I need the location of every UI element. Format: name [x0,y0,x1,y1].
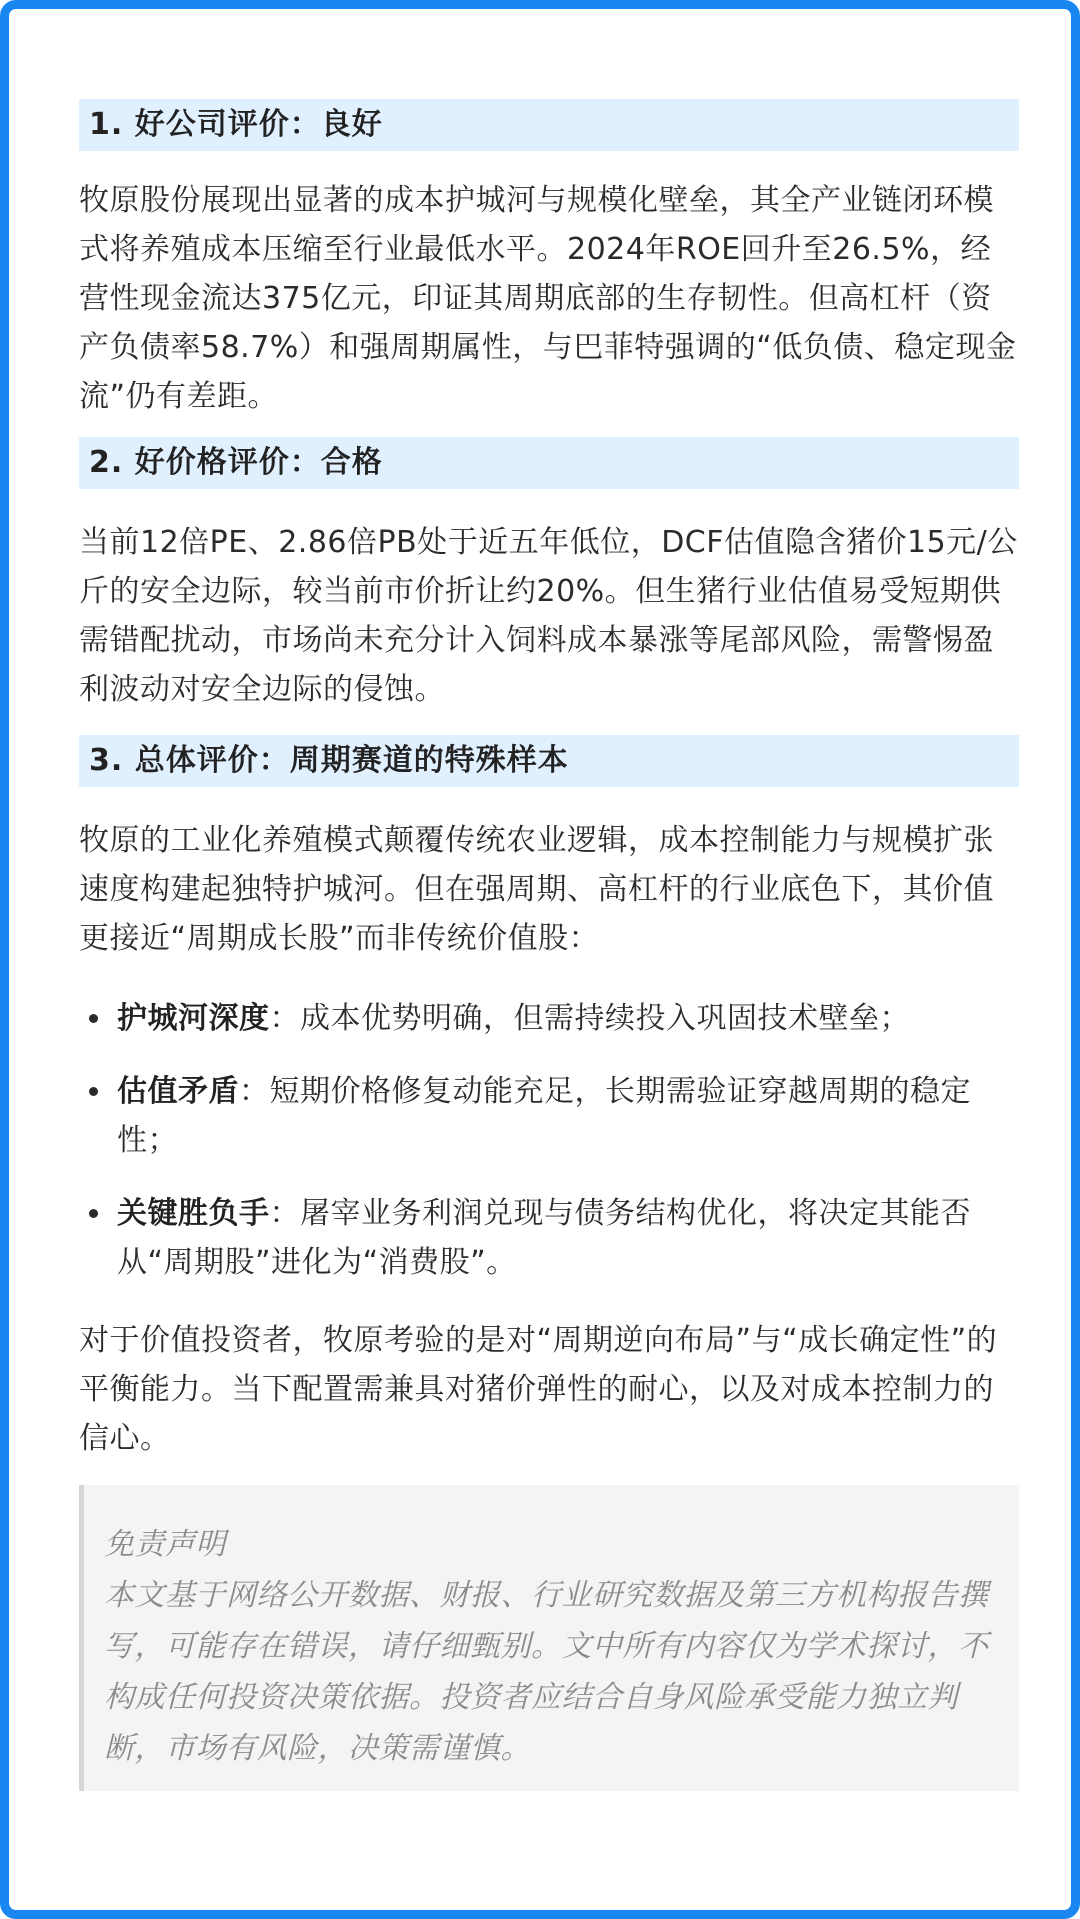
list-item [79,1067,1019,1165]
disclaimer-body: 本文基于网络公开数据、财报、行业研究数据及第三方机构报告撰写，可能存在错误，请仔细甄别。文中所有内容仅为学术探讨，不构成任何投资决策依据。投资者应结合自身风险承受能力独立判断，市场有风险，决策需谨慎。 [104,1578,989,1766]
article-content [79,99,1019,1791]
bullet-dot-icon [89,1014,98,1023]
bullet-text: ：成本优势明确，但需持续投入巩固技术壁垒； [269,1001,910,1036]
section-body-overall: 牧原的工业化养殖模式颠覆传统农业逻辑，成本控制能力与规模扩张速度构建起独特护城河。但在强周期、高杠杆的行业底色下，其价值更接近“周期成长股”而非传统价值股： [79,823,994,956]
disclaimer-block [79,1485,1019,1791]
bullet-text: ：屠宰业务利润兑现与债务结构优化，将决定其能否从“周期股”进化为“消费股”。 [117,1196,971,1280]
bullet-text: ：短期价格修复动能充足，长期需验证穿越周期的稳定性； [117,1074,971,1158]
bullet-term: 护城河深度 [117,1001,270,1036]
bullet-term: 估值矛盾 [117,1074,239,1109]
section-body-good-company: 牧原股份展现出显著的成本护城河与规模化壁垒，其全产业链闭环模式将养殖成本压缩至行业最低水平。2024年ROE回升至26.5%，经营性现金流达375亿元，印证其周期底部的生存韧性。但高杠杆（资产负债率58.7%）和强周期属性，与巴菲特强调的“低负债、稳定现金流”仍有差距。 [79,183,1017,414]
bullet-term: 关键胜负手 [117,1196,270,1231]
conclusion-paragraph: 对于价值投资者，牧原考验的是对“周期逆向布局”与“成长确定性”的平衡能力。当下配置需兼具对猪价弹性的耐心，以及对成本控制力的信心。 [79,1323,998,1456]
section-heading-overall: 3. 总体评价：周期赛道的特殊样本 [79,735,1019,787]
list-item [79,994,1019,1043]
list-item [79,1189,1019,1287]
disclaimer-title: 免责声明 [104,1527,226,1562]
key-points-list [79,994,1019,1287]
bullet-dot-icon [89,1209,98,1218]
section-heading-good-price: 2. 好价格评价：合格 [79,437,1019,489]
section-heading-good-company: 1. 好公司评价：良好 [79,99,1019,151]
section-body-good-price: 当前12倍PE、2.86倍PB处于近五年低位，DCF估值隐含猪价15元/公斤的安全边际，较当前市价折让约20%。但生猪行业估值易受短期供需错配扰动，市场尚未充分计入饲料成本暴涨等尾部风险，需警惕盈利波动对安全边际的侵蚀。 [79,525,1018,707]
bullet-dot-icon [89,1087,98,1096]
